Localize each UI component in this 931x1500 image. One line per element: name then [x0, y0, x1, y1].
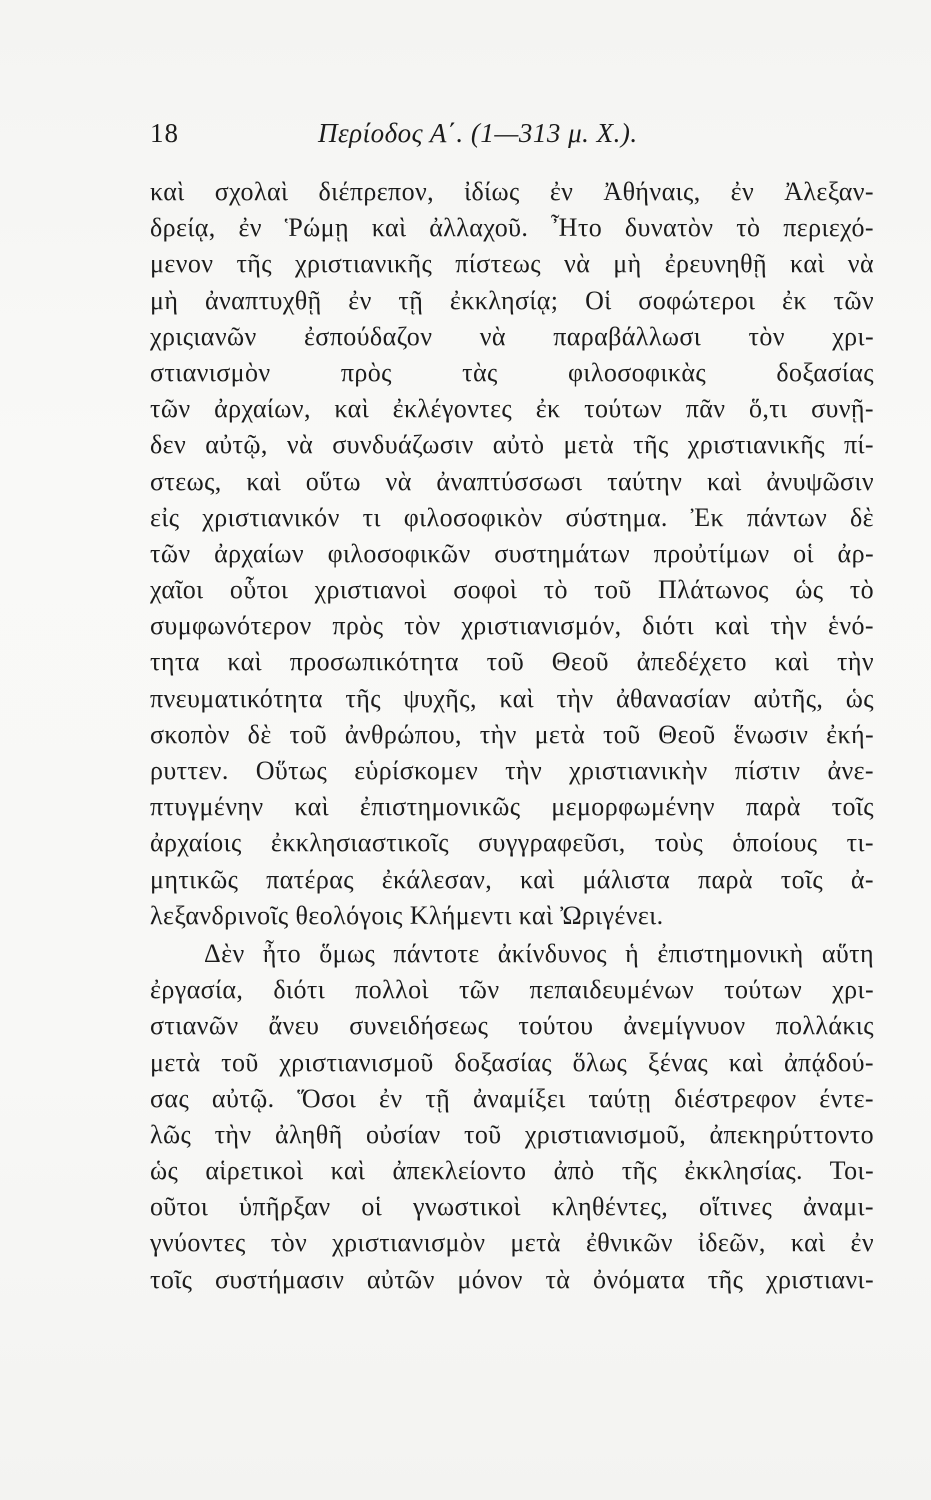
text-line: τοῖς συστήμασιν αὐτῶν μόνον τὰ ὀνόματα τῆς χριστιανι- — [150, 1264, 874, 1294]
text-line: Δὲν ἦτο ὅμως πάντοτε ἀκίνδυνος ἡ ἐπιστημονικὴ αὕτη — [204, 938, 874, 968]
text-line: μετὰ τοῦ χριστιανισμοῦ δοξασίας ὅλως ξένας καὶ ἀπᾴδού- — [150, 1047, 874, 1077]
paragraph-1 — [150, 174, 874, 934]
text-line: χριςιανῶν ἐσπούδαζον νὰ παραβάλλωσι τὸν χρι- — [150, 321, 874, 351]
text-line: καὶ σχολαὶ διέπρεπον, ἰδίως ἐν Ἀθήναις, ἐν Ἀλεξαν- — [150, 177, 874, 206]
text-line: λεξανδρινοῖς θεολόγοις Κλήμεντι καὶ Ὠριγένει. — [150, 900, 664, 930]
text-line: ὡς αἱρετικοὶ καὶ ἀπεκλείοντο ἀπὸ τῆς ἐκκλησίας. Τοι- — [150, 1156, 874, 1186]
text-line: ἀρχαίοις ἐκκλησιαστικοῖς συγγραφεῦσι, τοὺς ὁποίους τι- — [150, 828, 874, 858]
page-header — [150, 118, 870, 158]
text-line: εἰς χριστιανικόν τι φιλοσοφικὸν σύστημα. Ἐκ πάντων δὲ — [150, 502, 874, 532]
text-line: σκοπὸν δὲ τοῦ ἀνθρώπου, τὴν μετὰ τοῦ Θεοῦ ἕνωσιν ἐκή- — [150, 719, 874, 749]
body-text — [150, 174, 874, 1298]
text-line: δρείᾳ, ἐν Ῥώμῃ καὶ ἀλλαχοῦ. Ἦτο δυνατὸν τὸ περιεχό- — [150, 213, 874, 243]
text-line: τῶν ἀρχαίων, καὶ ἐκλέγοντες ἐκ τούτων πᾶν ὅ,τι συνῇ- — [150, 394, 874, 424]
text-line: οῦτοι ὑπῆρξαν οἱ γνωστικοὶ κληθέντες, οἵτινες ἀναμι- — [150, 1192, 874, 1222]
text-line: σας αὐτῷ. Ὅσοι ἐν τῇ ἀναμίξει ταύτῃ διέστρεφον έντε- — [150, 1083, 874, 1113]
text-line: ἐργασία, διότι πολλοὶ τῶν πεπαιδευμένων τούτων χρι- — [150, 975, 874, 1005]
text-line: μενον τῆς χριστιανικῆς πίστεως νὰ μὴ ἐρευνηθῇ καὶ νὰ — [150, 249, 874, 279]
text-line: μὴ ἀναπτυχθῇ ἐν τῇ ἐκκλησίᾳ; Οἱ σοφώτεροι ἐκ τῶν — [150, 285, 874, 315]
text-line: λῶς τὴν ἀληθῆ οὐσίαν τοῦ χριστιανισμοῦ, ἀπεκηρύττοντο — [150, 1119, 874, 1149]
text-line: πτυγμένην καὶ ἐπιστημονικῶς μεμορφωμένην παρὰ τοῖς — [150, 792, 874, 822]
text-line: μητικῶς πατέρας ἐκάλεσαν, καὶ μάλιστα παρὰ τοῖς ἀ- — [150, 864, 874, 894]
text-line: χαῖοι οὗτοι χριστιανοὶ σοφοὶ τὸ τοῦ Πλάτωνος ὡς τὸ — [150, 575, 874, 605]
text-line: γνύοντες τὸν χριστιανισμὸν μετὰ ἐθνικῶν ἰδεῶν, καὶ ἐν — [150, 1228, 874, 1258]
text-line: τητα καὶ προσωπικότητα τοῦ Θεοῦ ἀπεδέχετο καὶ τὴν — [150, 647, 874, 677]
running-head: Περίοδος Α΄. (1—313 μ. Χ.). — [318, 118, 638, 148]
text-line: συμφωνότερον πρὸς τὸν χριστιανισμόν, διότι καὶ τὴν ἑνό- — [150, 611, 874, 641]
text-line: ρυττεν. Οὕτως εὑρίσκομεν τὴν χριστιανικὴν πίστιν ἀνε- — [150, 756, 874, 785]
page-number: 18 — [150, 118, 179, 148]
text-line: στεως, καὶ οὕτω νὰ ἀναπτύσσωσι ταύτην καὶ ἀνυψῶσιν — [150, 466, 874, 496]
text-line: πνευματικότητα τῆς ψυχῆς, καὶ τὴν ἀθανασίαν αὐτῆς, ὡς — [150, 683, 874, 713]
text-line: δεν αὐτῷ, νὰ συνδυάζωσιν αὐτὸ μετὰ τῆς χριστιανικῆς πί- — [150, 430, 874, 460]
text-line: στιανισμὸν πρὸς τὰς φιλοσοφικὰς δοξασίας — [150, 357, 874, 387]
text-line: τῶν ἀρχαίων φιλοσοφικῶν συστημάτων προὐτίμων οἱ ἀρ- — [150, 538, 874, 568]
paragraph-2 — [150, 936, 874, 1298]
text-line: στιανῶν ἄνευ συνειδήσεως τούτου ἀνεμίγνυον πολλάκις — [150, 1011, 874, 1041]
